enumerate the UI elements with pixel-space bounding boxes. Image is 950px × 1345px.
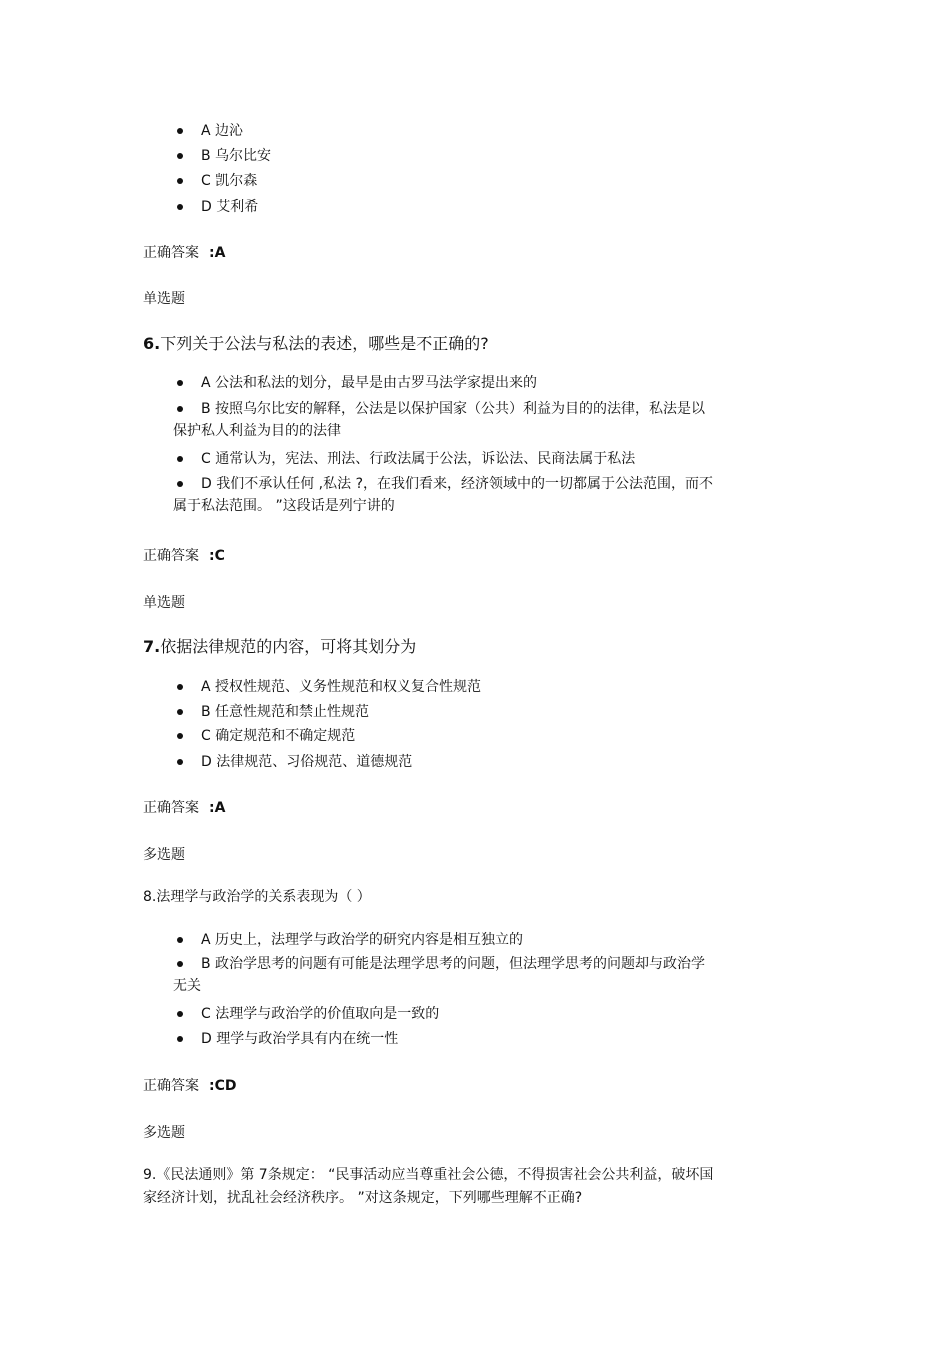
question-type: 多选题 [143, 1125, 185, 1141]
bullet-icon [177, 178, 183, 184]
bullet-icon [177, 709, 183, 715]
bullet-icon [177, 733, 183, 739]
bullet-icon [177, 481, 183, 487]
bullet-icon [177, 204, 183, 210]
correct-answer: 正确答案 :A [143, 245, 226, 261]
correct-answer: 正确答案 :A [143, 800, 226, 816]
bullet-icon [177, 961, 183, 967]
bullet-icon [177, 1011, 183, 1017]
question-type: 单选题 [143, 291, 185, 307]
question-title: 6.下列关于公法与私法的表述，哪些是不正确的? [143, 334, 489, 353]
correct-answer: 正确答案 :CD [143, 1078, 237, 1094]
question-type: 单选题 [143, 595, 185, 611]
bullet-icon [177, 128, 183, 134]
bullet-icon [177, 1036, 183, 1042]
question-type: 多选题 [143, 847, 185, 863]
question-title: 7.依据法律规范的内容，可将其划分为 [143, 637, 417, 656]
question-title: 9.《民法通则》第 7条规定： “民事活动应当尊重社会公德，不得损害社会公共利益，破坏国 [143, 1167, 714, 1183]
question-title-cont: 家经济计划，扰乱社会经济秩序。 ”对这条规定，下列哪些理解不正确? [143, 1190, 583, 1206]
bullet-icon [177, 937, 183, 943]
bullet-icon [177, 759, 183, 765]
bullet-icon [177, 456, 183, 462]
bullet-icon [177, 406, 183, 412]
bullet-icon [177, 153, 183, 159]
question-title: 8.法理学与政治学的关系表现为（ ） [143, 889, 371, 905]
bullet-icon [177, 684, 183, 690]
bullet-icon [177, 380, 183, 386]
correct-answer: 正确答案 :C [143, 548, 225, 564]
